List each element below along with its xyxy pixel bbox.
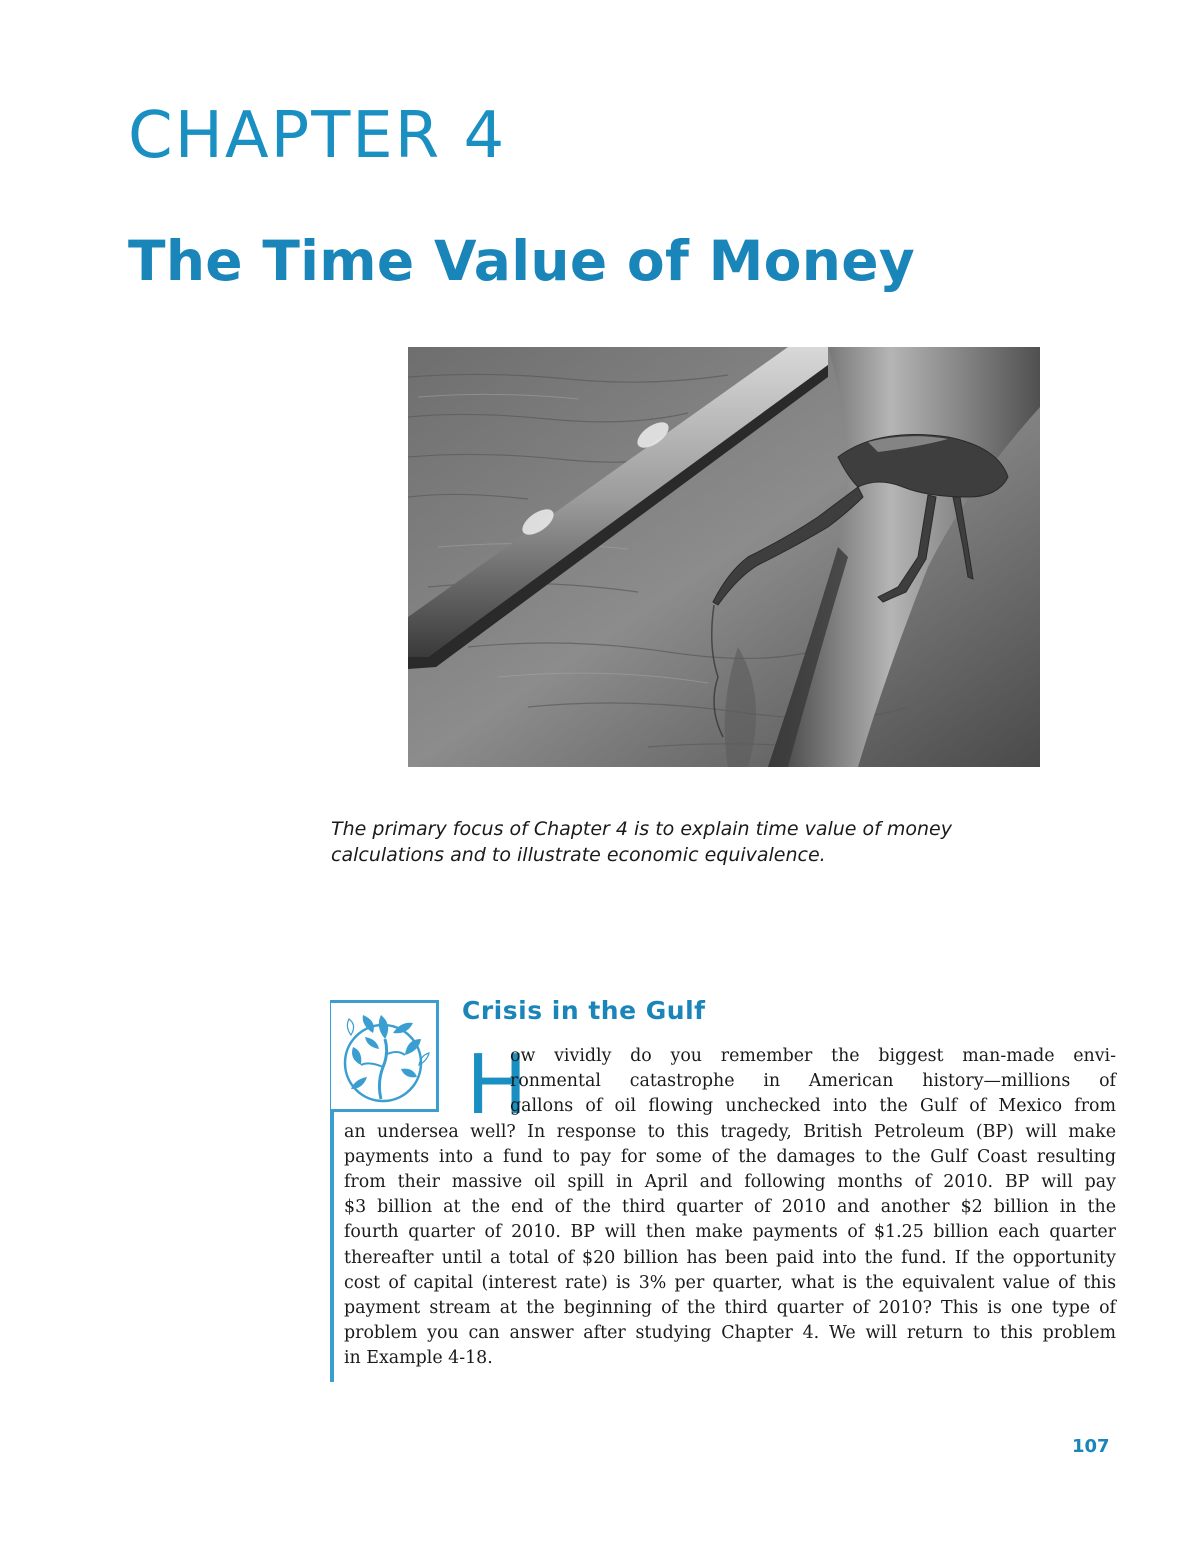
body-line: problem you can answer after studying Chapter 4. We will return to this problem	[344, 1323, 1116, 1344]
body-line: ronmental catastrophe in American history—millions of	[510, 1071, 1116, 1092]
page-number: 107	[1072, 1436, 1110, 1457]
body-line: cost of capital (interest rate) is 3% per quarter, what is the equivalent value of this	[344, 1272, 1116, 1293]
body-line: gallons of oil flowing unchecked into the Gulf of Mexico from	[510, 1096, 1116, 1117]
body-line: in Example 4-18.	[344, 1348, 493, 1369]
body-line: thereafter until a total of $20 billion has been paid into the fund. If the opportunity	[344, 1247, 1116, 1268]
chapter-label: CHAPTER 4	[128, 99, 507, 173]
body-line: ow vividly do you remember the biggest man-made envi-	[510, 1046, 1116, 1066]
figure-caption: The primary focus of Chapter 4 is to explain time value of money calculations and to illustrate economic equivalence.	[331, 818, 952, 866]
feature-body	[344, 1038, 1116, 1372]
chapter-title: The Time Value of Money	[128, 229, 915, 293]
body-line: an undersea well? In response to this tragedy, British Petroleum (BP) will make	[344, 1121, 1116, 1142]
feature-heading: Crisis in the Gulf	[462, 996, 706, 1025]
body-line: $3 billion at the end of the third quarter of 2010 and another $2 billion in the	[344, 1197, 1116, 1218]
body-line: fourth quarter of 2010. BP will then make payments of $1.25 billion each quarter	[344, 1222, 1116, 1243]
chapter-photo	[408, 347, 1040, 767]
body-line: payment stream at the beginning of the third quarter of 2010? This is one type of	[344, 1298, 1116, 1319]
oil-boom-heron-image	[408, 347, 1040, 767]
body-line: payments into a fund to pay for some of the damages to the Gulf Coast resulting	[344, 1146, 1116, 1167]
body-line: from their massive oil spill in April and following months of 2010. BP will pay	[344, 1172, 1116, 1193]
drop-cap: H	[466, 1038, 528, 1133]
